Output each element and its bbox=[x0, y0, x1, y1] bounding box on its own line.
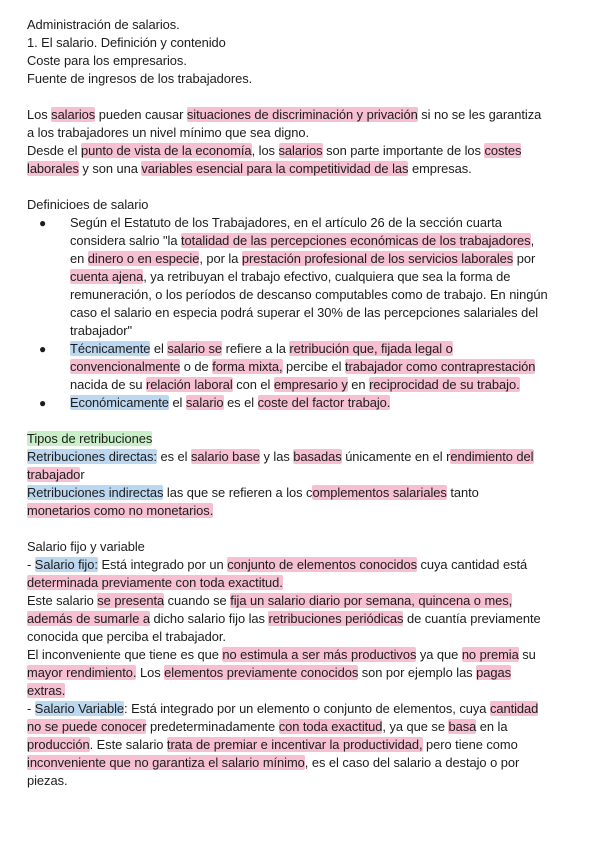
paragraph-line: Este salario se presenta cuando se fija un salario diario por semana, quincena o mes, bbox=[27, 593, 513, 608]
paragraph-line: además de sumarle a dicho salario fijo las retribuciones periódicas de cuantía previamente bbox=[27, 611, 541, 626]
highlight: elementos previamente conocidos bbox=[164, 665, 359, 680]
list-item-line: Según el Estatuto de los Trabajadores, en el artículo 26 de la sección cuarta bbox=[70, 215, 502, 230]
highlight: trabajado bbox=[27, 467, 81, 482]
highlight: salario base bbox=[191, 449, 260, 464]
highlight: salarios bbox=[278, 143, 323, 158]
highlight: salario se bbox=[167, 341, 223, 356]
highlight: producción bbox=[27, 737, 90, 752]
highlight: Económicamente bbox=[70, 395, 169, 410]
highlight: salario bbox=[185, 395, 224, 410]
highlight: extras. bbox=[27, 683, 66, 698]
highlight: con toda exactitud bbox=[278, 719, 383, 734]
highlight: empresario y bbox=[273, 377, 348, 392]
highlight: trabajador como contraprestación bbox=[344, 359, 536, 374]
section-title: Salario fijo y variable bbox=[27, 539, 145, 554]
highlight: salarios bbox=[51, 107, 96, 122]
highlight: punto de vista de la economía bbox=[81, 143, 252, 158]
paragraph-line bbox=[27, 574, 283, 592]
highlight: basadas bbox=[293, 449, 342, 464]
highlight: determinada previamente con toda exactitud. bbox=[27, 575, 283, 590]
highlight: laborales bbox=[27, 161, 79, 176]
highlight: mayor rendimiento. bbox=[27, 665, 137, 680]
highlight: basa bbox=[448, 719, 477, 734]
highlight: cuenta ajena bbox=[70, 269, 144, 284]
section-title: Definicioes de salario bbox=[27, 197, 149, 212]
list-item-line: Económicamente el salario es el coste del factor trabajo. bbox=[70, 395, 391, 410]
paragraph-line bbox=[27, 502, 213, 520]
highlight: reciprocidad de su trabajo. bbox=[369, 377, 520, 392]
highlight: cantidad bbox=[489, 701, 539, 716]
paragraph-line bbox=[27, 682, 65, 700]
highlight: se presenta bbox=[97, 593, 165, 608]
paragraph-line: Retribuciones indirectas las que se refieren a los complementos salariales tanto bbox=[27, 485, 479, 500]
paragraph-line: a los trabajadores un nivel mínimo que sea digno. bbox=[27, 125, 310, 140]
highlight: variables esencial para la competitividad de las bbox=[141, 161, 409, 176]
paragraph-line: - Salario Variable: Está integrado por un elemento o conjunto de elementos, cuya cantidad bbox=[27, 701, 539, 716]
highlight: no se puede conocer bbox=[27, 719, 147, 734]
list-item-line: caso el salario en especia podrá superar el 30% de las percepciones salariales del bbox=[70, 305, 539, 320]
list-item-line: nacida de su relación laboral con el empresario y en reciprocidad de su trabajo. bbox=[70, 377, 520, 392]
section-heading: 1. El salario. Definición y contenido bbox=[27, 35, 226, 50]
paragraph-line: Los salarios pueden causar situaciones de discriminación y privación si no se les garantiza bbox=[27, 107, 542, 122]
highlight: Retribuciones indirectas bbox=[27, 485, 164, 500]
doc-title: Administración de salarios. bbox=[27, 17, 180, 32]
highlight: Salario Variable bbox=[34, 701, 125, 716]
highlight: totalidad de las percepciones económicas de los trabajadores bbox=[181, 233, 531, 248]
highlight: retribuciones periódicas bbox=[268, 611, 404, 626]
paragraph-line: inconveniente que no garantiza el salario mínimo, es el caso del salario a destajo o por bbox=[27, 755, 520, 770]
paragraph-line: Retribuciones directas: es el salario base y las basadas únicamente en el rendimiento del bbox=[27, 449, 534, 464]
highlight: Tipos de retribuciones bbox=[27, 431, 153, 446]
header-line: Fuente de ingresos de los trabajadores. bbox=[27, 71, 253, 86]
list-item-line: considera salrio "la totalidad de las percepciones económicas de los trabajadores, bbox=[70, 233, 535, 248]
section-title bbox=[27, 430, 152, 448]
highlight: convencionalmente bbox=[70, 359, 181, 374]
highlight: Retribuciones directas: bbox=[27, 449, 157, 464]
paragraph-line: conocida que perciba el trabajador. bbox=[27, 629, 226, 644]
highlight: trata de premiar e incentivar la productividad, bbox=[166, 737, 423, 752]
highlight: endimiento del bbox=[450, 449, 534, 464]
paragraph-line: Desde el punto de vista de la economía, los salarios son parte importante de los costes bbox=[27, 143, 522, 158]
list-item-line: remuneración, o los períodos de descanso computables como de trabajo. En ningún bbox=[70, 287, 548, 302]
paragraph-line: laborales y son una variables esencial para la competitividad de las empresas. bbox=[27, 161, 472, 176]
highlight: pagas bbox=[476, 665, 511, 680]
highlight: fija un salario diario por semana, quincena o mes, bbox=[230, 593, 513, 608]
bullet-icon: ● bbox=[39, 216, 47, 230]
paragraph-line: trabajador bbox=[27, 467, 85, 482]
highlight: además de sumarle a bbox=[27, 611, 151, 626]
highlight: inconveniente que no garantiza el salario mínimo bbox=[27, 755, 305, 770]
highlight: monetarios como no monetarios. bbox=[27, 503, 214, 518]
paragraph-line: producción. Este salario trata de premiar e incentivar la productividad, pero tiene como bbox=[27, 737, 518, 752]
paragraph-line: no se puede conocer predeterminadamente con toda exactitud, ya que se basa en la bbox=[27, 719, 508, 734]
highlight: no estimula a ser más productivos bbox=[222, 647, 417, 662]
highlight: forma mixta, bbox=[212, 359, 283, 374]
paragraph-line: El inconveniente que tiene es que no estimula a ser más productivos ya que no premia su bbox=[27, 647, 536, 662]
highlight: no premia bbox=[461, 647, 519, 662]
highlight: costes bbox=[484, 143, 522, 158]
list-item-line: Técnicamente el salario se refiere a la retribución que, fijada legal o bbox=[70, 341, 453, 356]
bullet-icon: ● bbox=[39, 342, 47, 356]
highlight: coste del factor trabajo. bbox=[257, 395, 391, 410]
list-item-line: en dinero o en especie, por la prestación profesional de los servicios laborales por bbox=[70, 251, 536, 266]
highlight: Técnicamente bbox=[70, 341, 151, 356]
header-line: Coste para los empresarios. bbox=[27, 53, 187, 68]
list-item-line: trabajador" bbox=[70, 323, 133, 338]
bullet-icon: ● bbox=[39, 396, 47, 410]
paragraph-line: piezas. bbox=[27, 773, 68, 788]
highlight: relación laboral bbox=[146, 377, 233, 392]
list-item-line: cuenta ajena, ya retribuyan el trabajo efectivo, cualquiera que sea la forma de bbox=[70, 269, 511, 284]
paragraph-line: mayor rendimiento. Los elementos previamente conocidos son por ejemplo las pagas bbox=[27, 665, 511, 680]
highlight: omplementos salariales bbox=[312, 485, 447, 500]
highlight: conjunto de elementos conocidos bbox=[227, 557, 417, 572]
paragraph-line: - Salario fijo: Está integrado por un conjunto de elementos conocidos cuya cantidad está bbox=[27, 557, 528, 572]
highlight: Salario fijo: bbox=[34, 557, 98, 572]
list-item-line: convencionalmente o de forma mixta, percibe el trabajador como contraprestación bbox=[70, 359, 536, 374]
highlight: situaciones de discriminación y privación bbox=[186, 107, 418, 122]
highlight: dinero o en especie bbox=[87, 251, 200, 266]
highlight: prestación profesional de los servicios laborales bbox=[241, 251, 514, 266]
highlight: retribución que, fijada legal o bbox=[289, 341, 453, 356]
